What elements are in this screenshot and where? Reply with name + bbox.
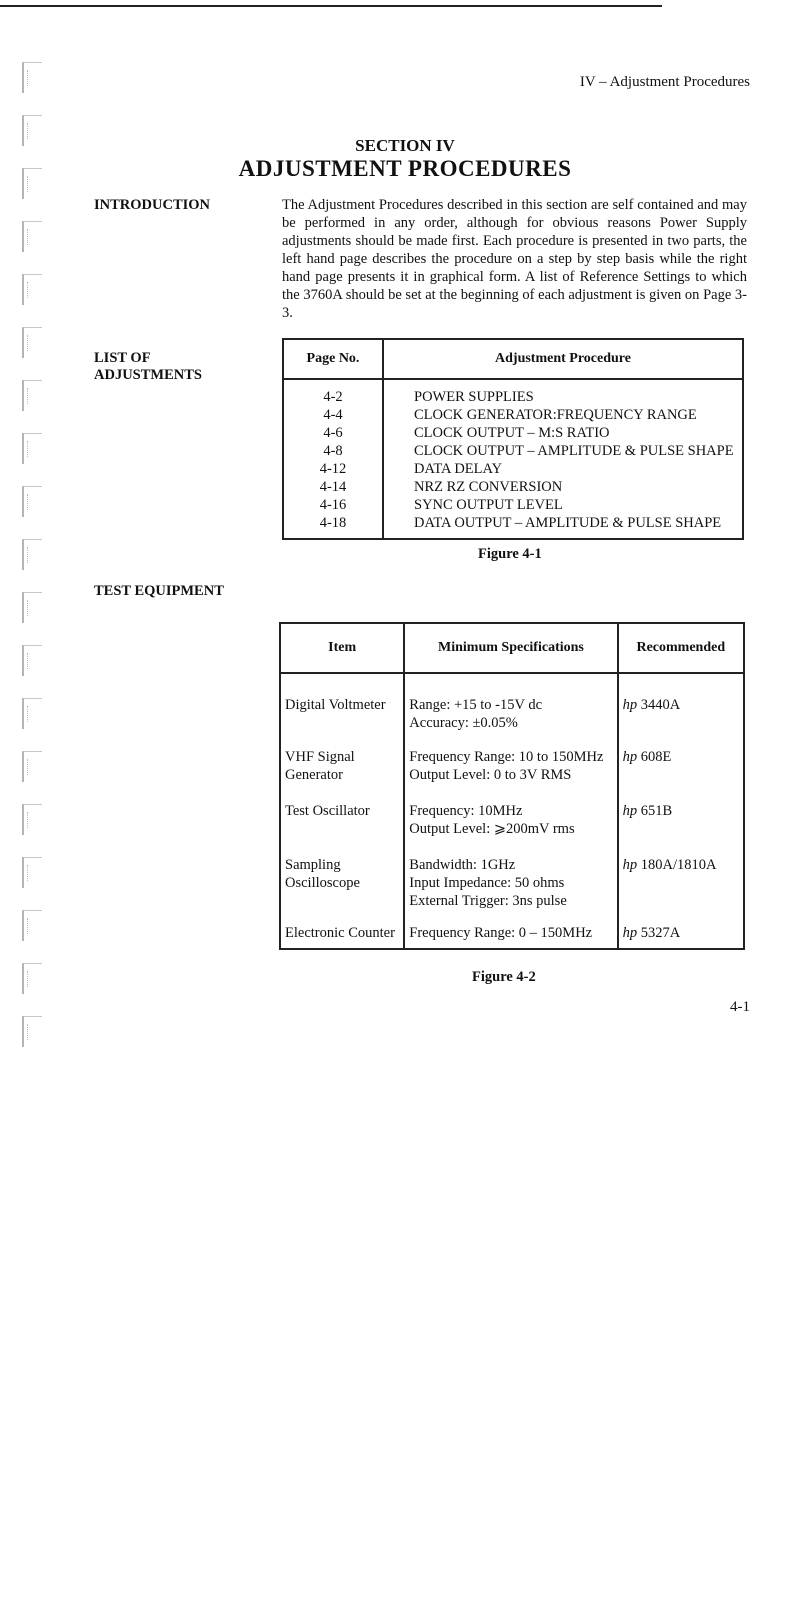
page-cell: 4-6 bbox=[283, 424, 383, 442]
table-row bbox=[283, 442, 743, 460]
column-header-procedure: Adjustment Procedure bbox=[383, 339, 743, 379]
page-cell: 4-14 bbox=[283, 478, 383, 496]
test-equipment-heading: TEST EQUIPMENT bbox=[94, 583, 224, 599]
model-text: 651B bbox=[640, 803, 673, 819]
specs-cell bbox=[404, 732, 617, 786]
binding-margin bbox=[10, 62, 38, 1052]
procedure-cell: DATA DELAY bbox=[414, 461, 503, 477]
table-row bbox=[280, 910, 744, 949]
table-row bbox=[280, 673, 744, 732]
table-row bbox=[283, 496, 743, 514]
model-text: 608E bbox=[640, 749, 672, 765]
table-row bbox=[283, 379, 743, 406]
page-cell: 4-16 bbox=[283, 496, 383, 514]
item-line: Generator bbox=[285, 767, 343, 783]
table-row bbox=[280, 732, 744, 786]
page-cell: 4-2 bbox=[283, 379, 383, 406]
item-line: Digital Voltmeter bbox=[285, 697, 386, 713]
spec-line: Accuracy: ±0.05% bbox=[409, 715, 518, 731]
spec-line: Frequency: 10MHz bbox=[409, 803, 523, 819]
binding-mark bbox=[22, 857, 42, 888]
page-cell: 4-12 bbox=[283, 460, 383, 478]
binding-mark bbox=[22, 168, 42, 199]
top-rule bbox=[0, 5, 662, 7]
recommended-cell bbox=[618, 786, 744, 840]
column-header-page: Page No. bbox=[283, 339, 383, 379]
test-equipment-table bbox=[279, 622, 745, 950]
introduction-text: The Adjustment Procedures described in this section are self contained and may be performed in any order, although for obvious reasons Power Supply adjustments should be made first. Each procedure is presented in two parts, the left hand page describes the procedure on a step by step basis while the right hand page presents it in graphical form. A list of Reference Settings to which the 3760A should be set at the beginning of each adjustment is given on Page 3-3. bbox=[282, 197, 747, 321]
binding-mark bbox=[22, 645, 42, 676]
procedure-cell: CLOCK GENERATOR:FREQUENCY RANGE bbox=[414, 407, 697, 423]
procedure-cell: NRZ RZ CONVERSION bbox=[414, 479, 563, 495]
binding-mark bbox=[22, 380, 42, 411]
item-line: Electronic Counter bbox=[285, 925, 395, 941]
page-cell: 4-4 bbox=[283, 406, 383, 424]
binding-mark bbox=[22, 433, 42, 464]
brand-text: hp bbox=[622, 749, 638, 765]
binding-mark bbox=[22, 274, 42, 305]
model-text: 3440A bbox=[640, 697, 681, 713]
column-header-recommended: Recommended bbox=[618, 623, 744, 673]
item-line: Oscilloscope bbox=[285, 875, 360, 891]
brand-text: hp bbox=[622, 697, 638, 713]
table-row bbox=[283, 514, 743, 539]
page-title: ADJUSTMENT PROCEDURES bbox=[238, 156, 572, 181]
item-cell bbox=[280, 840, 404, 910]
spec-line: Output Level: ⩾200mV rms bbox=[409, 821, 575, 837]
item-cell bbox=[280, 673, 404, 732]
figure-caption-4-2: Figure 4-2 bbox=[472, 969, 536, 985]
binding-mark bbox=[22, 115, 42, 146]
binding-mark bbox=[22, 486, 42, 517]
binding-mark bbox=[22, 539, 42, 570]
spec-line: Range: +15 to -15V dc bbox=[409, 697, 543, 713]
procedure-cell: SYNC OUTPUT LEVEL bbox=[414, 497, 563, 513]
binding-mark bbox=[22, 327, 42, 358]
brand-text: hp bbox=[622, 925, 638, 941]
binding-mark bbox=[22, 592, 42, 623]
procedure-cell: CLOCK OUTPUT – AMPLITUDE & PULSE SHAPE bbox=[414, 443, 734, 459]
brand-text: hp bbox=[622, 803, 638, 819]
page-cell: 4-18 bbox=[283, 514, 383, 539]
figure-caption-4-1: Figure 4-1 bbox=[478, 546, 542, 562]
recommended-cell bbox=[618, 840, 744, 910]
recommended-cell bbox=[618, 673, 744, 732]
binding-mark bbox=[22, 751, 42, 782]
binding-mark bbox=[22, 1016, 42, 1047]
table-row bbox=[280, 840, 744, 910]
table-row bbox=[280, 786, 744, 840]
running-header: IV – Adjustment Procedures bbox=[579, 74, 750, 90]
adjustments-heading bbox=[94, 350, 202, 384]
spec-line: Bandwidth: 1GHz bbox=[409, 857, 516, 873]
table-row bbox=[283, 406, 743, 424]
spec-line: Frequency Range: 0 – 150MHz bbox=[409, 925, 593, 941]
procedure-cell: POWER SUPPLIES bbox=[414, 389, 534, 405]
spec-line: Input Impedance: 50 ohms bbox=[409, 875, 565, 891]
binding-mark bbox=[22, 62, 42, 93]
brand-text: hp bbox=[622, 857, 638, 873]
recommended-cell bbox=[618, 910, 744, 949]
specs-cell bbox=[404, 910, 617, 949]
adjustments-heading-line1: LIST OF bbox=[94, 350, 151, 366]
binding-mark bbox=[22, 221, 42, 252]
binding-mark bbox=[22, 698, 42, 729]
column-header-specifications: Minimum Specifications bbox=[404, 623, 617, 673]
table-row bbox=[283, 478, 743, 496]
recommended-cell bbox=[618, 732, 744, 786]
spec-line: Frequency Range: 10 to 150MHz bbox=[409, 749, 604, 765]
spec-line: External Trigger: 3ns pulse bbox=[409, 893, 567, 909]
procedure-cell: CLOCK OUTPUT – M:S RATIO bbox=[414, 425, 610, 441]
page-number: 4-1 bbox=[730, 999, 750, 1015]
binding-mark bbox=[22, 804, 42, 835]
adjustments-heading-line2: ADJUSTMENTS bbox=[94, 367, 202, 383]
item-cell bbox=[280, 910, 404, 949]
item-cell bbox=[280, 786, 404, 840]
section-label: SECTION IV bbox=[355, 136, 455, 155]
specs-cell bbox=[404, 840, 617, 910]
item-line: Test Oscillator bbox=[285, 803, 370, 819]
procedure-cell: DATA OUTPUT – AMPLITUDE & PULSE SHAPE bbox=[414, 515, 722, 531]
model-text: 5327A bbox=[640, 925, 681, 941]
introduction-heading: INTRODUCTION bbox=[94, 197, 211, 213]
spec-line: Output Level: 0 to 3V RMS bbox=[409, 767, 572, 783]
binding-mark bbox=[22, 910, 42, 941]
specs-cell bbox=[404, 786, 617, 840]
column-header-item: Item bbox=[280, 623, 404, 673]
model-text: 180A/1810A bbox=[640, 857, 717, 873]
item-line: Sampling bbox=[285, 857, 341, 873]
table-row bbox=[283, 424, 743, 442]
table-row bbox=[283, 460, 743, 478]
specs-cell bbox=[404, 673, 617, 732]
page-cell: 4-8 bbox=[283, 442, 383, 460]
adjustments-table bbox=[282, 338, 744, 540]
binding-mark bbox=[22, 963, 42, 994]
item-line: VHF Signal bbox=[285, 749, 355, 765]
item-cell bbox=[280, 732, 404, 786]
